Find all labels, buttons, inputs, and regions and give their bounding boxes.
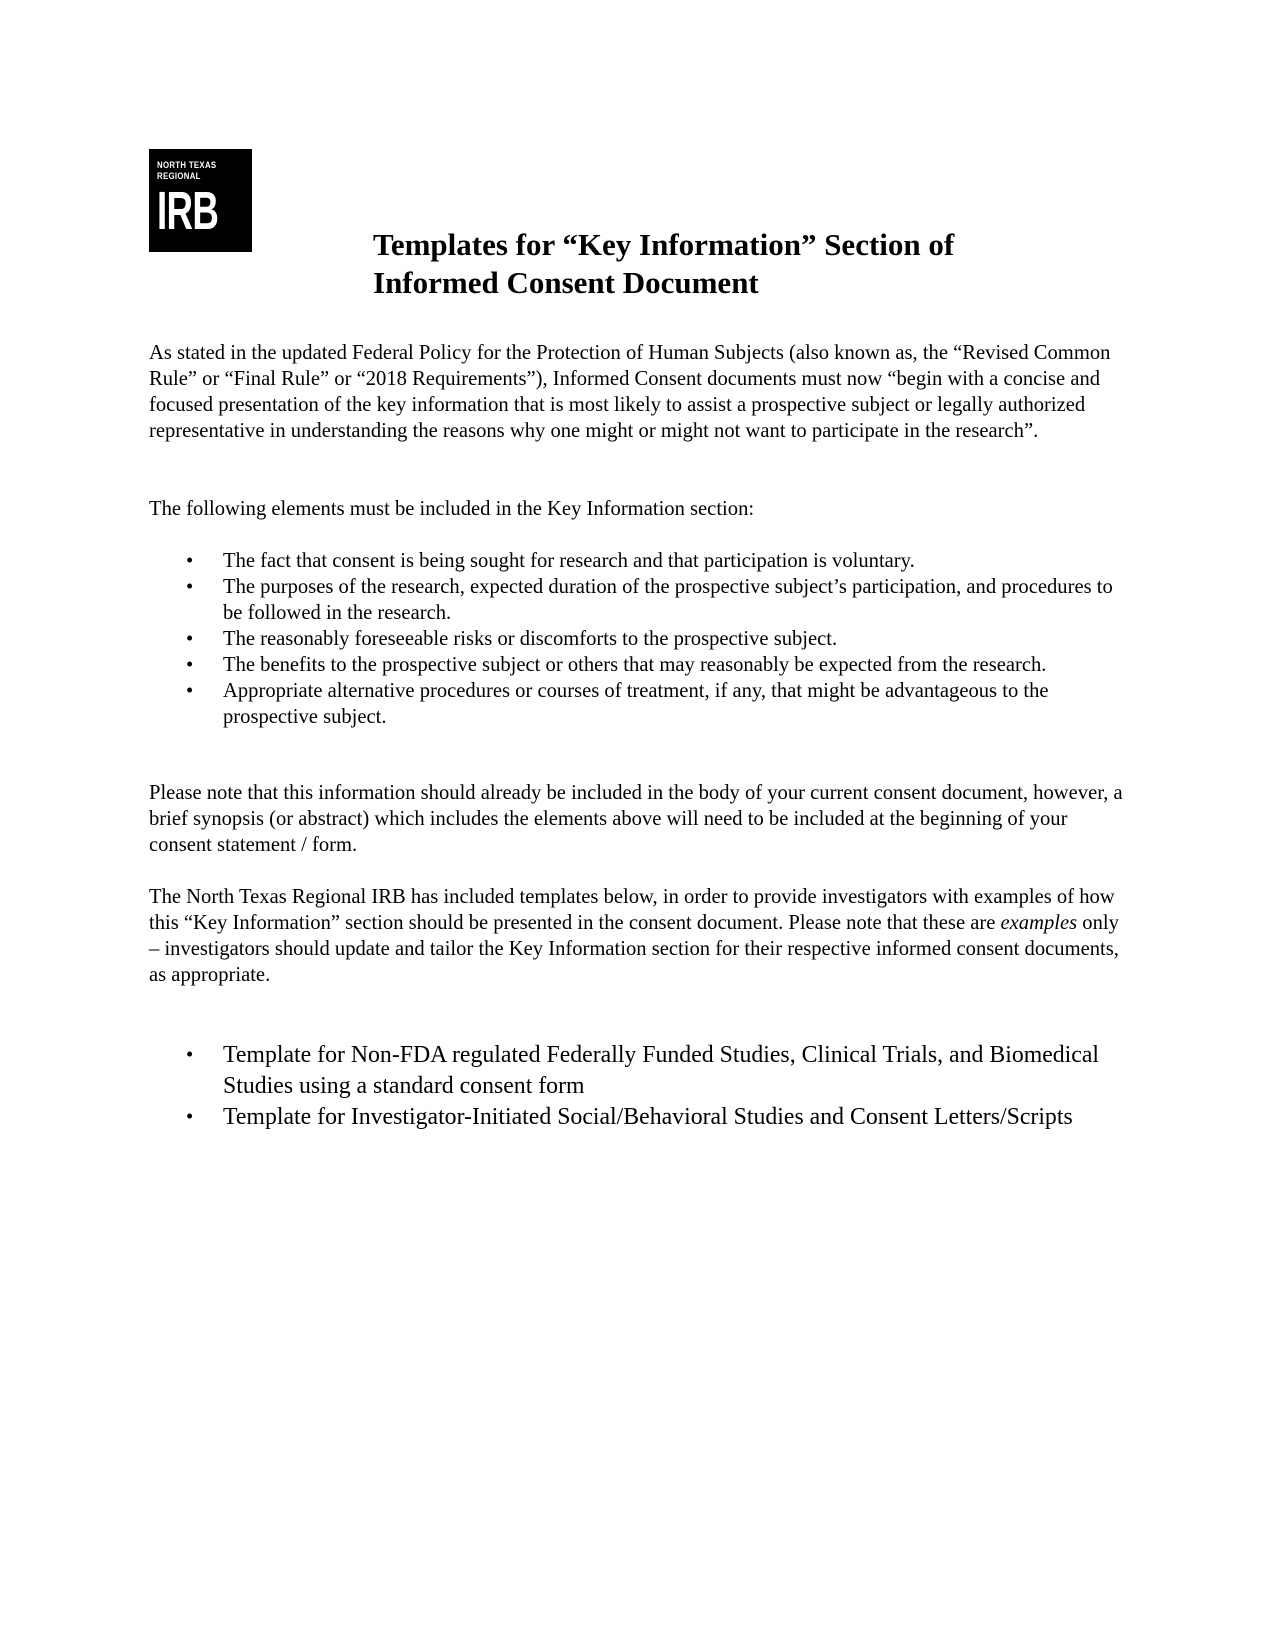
bullet-icon: •: [186, 628, 194, 650]
note-paragraph: Please note that this information should already be included in the body of your current consent document, however, a brief synopsis (or abstract) which includes the elements above will need to be included at the beginning of your consent statement / form.: [149, 782, 1123, 856]
examples-emphasis: examples: [1000, 912, 1078, 934]
bullet-icon: •: [186, 654, 194, 676]
title-line-1: Templates for “Key Information” Section of: [373, 227, 955, 262]
bullet-icon: •: [186, 550, 194, 572]
list-item: • The fact that consent is being sought for research and that participation is voluntary.: [186, 550, 915, 572]
bullet-icon: •: [186, 1044, 194, 1066]
logo-abbreviation: IRB: [157, 181, 219, 241]
templates-paragraph: The North Texas Regional IRB has included templates below, in order to provide investigators with examples of how this “Key Information” section should be presented in the consent document. Please note that these are examples only – investigators should update and tailor the Key Information section for their respective informed consent documents, as appropriate.: [149, 886, 1119, 986]
document-title: [373, 226, 1093, 302]
bullet-icon: •: [186, 680, 194, 702]
list-item: • The reasonably foreseeable risks or discomforts to the prospective subject.: [186, 628, 838, 650]
bullet-icon: •: [186, 1106, 194, 1128]
templates-list: [149, 1040, 1129, 1133]
elements-intro-paragraph: The following elements must be included in the Key Information section:: [149, 498, 755, 520]
logo-text-line1: NORTH TEXAS: [157, 160, 217, 171]
template-link-non-fda[interactable]: • Template for Non-FDA regulated Federally Funded Studies, Clinical Trials, and Biomedical Studies using a standard consent form: [186, 1042, 1100, 1099]
template-link-social-behavioral[interactable]: • Template for Investigator-Initiated Social/Behavioral Studies and Consent Letters/Scripts: [149, 1102, 1129, 1133]
irb-logo: [149, 149, 252, 252]
logo-text-line2: REGIONAL: [157, 171, 201, 182]
list-item: • Appropriate alternative procedures or courses of treatment, if any, that might be advantageous to the prospective subject.: [186, 680, 1049, 728]
bullet-icon: •: [186, 576, 194, 598]
intro-paragraph: As stated in the updated Federal Policy for the Protection of Human Subjects (also known as, the “Revised Common Rule” or “Final Rule” or “2018 Requirements”), Informed Consent documents must now “begin with a concise and focused presentation of the key information that is most likely to assist a prospective subject or legally authorized representative in understanding the reasons why one might or might not want to participate in the research”.: [149, 342, 1111, 442]
title-line-2: Informed Consent Document: [373, 265, 759, 300]
required-elements-list: [149, 548, 1129, 730]
list-item: • The purposes of the research, expected duration of the prospective subject’s participation, and procedures to be followed in the research.: [186, 576, 1113, 624]
list-item: • The benefits to the prospective subject or others that may reasonably be expected from the research.: [186, 654, 1047, 676]
